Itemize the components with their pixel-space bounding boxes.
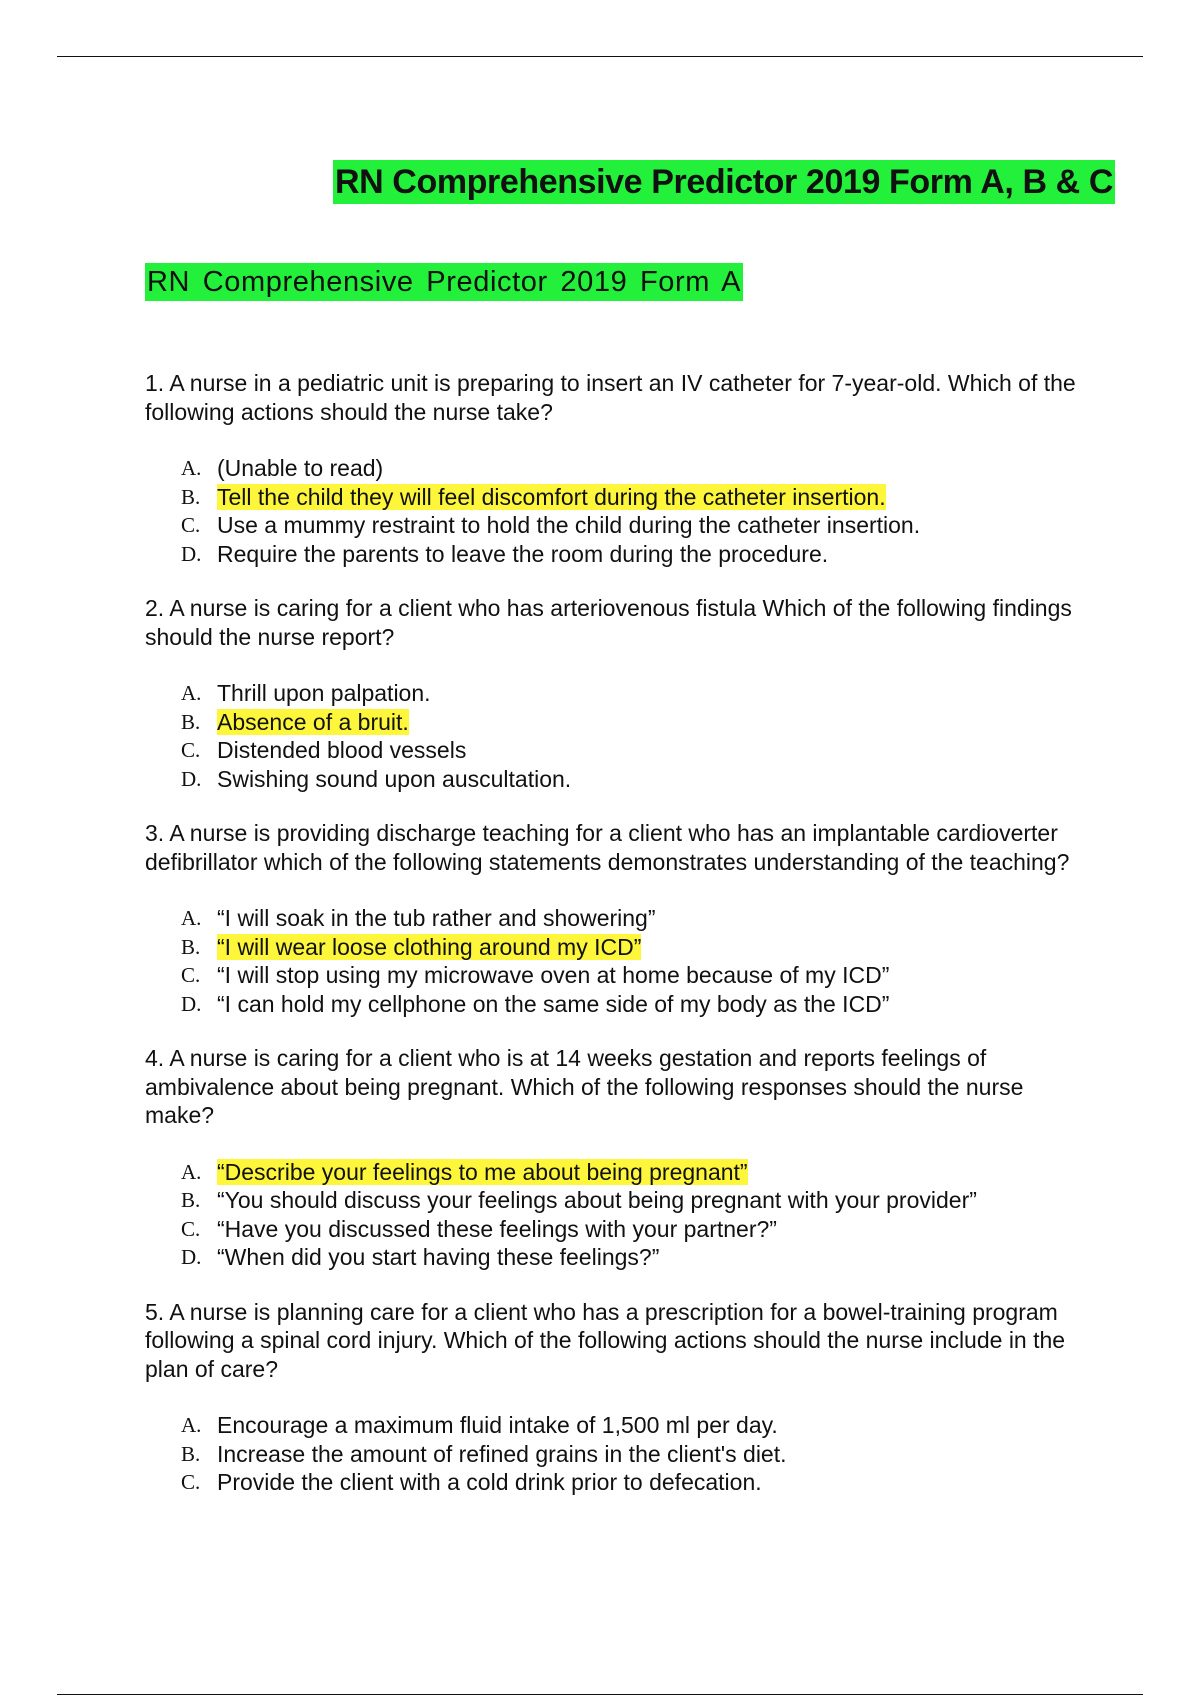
option-letter: A. <box>181 1159 202 1184</box>
section-subtitle: RN Comprehensive Predictor 2019 Form A <box>145 263 743 301</box>
option-text: Swishing sound upon auscultation. <box>217 765 572 792</box>
question-stem: A nurse in a pediatric unit is preparing to insert an IV catheter for 7-year-old. Which of the following actions should the nurse take? <box>145 370 1076 425</box>
question-text <box>145 1044 1095 1130</box>
answer-option <box>181 765 1095 794</box>
answer-option <box>181 1468 1095 1497</box>
answer-options <box>181 454 1095 568</box>
question-text <box>145 369 1095 426</box>
option-letter: A. <box>181 681 202 705</box>
question-number: 2. <box>145 595 165 621</box>
answer-option <box>181 1186 1095 1215</box>
option-text: “You should discuss your feelings about being pregnant with your provider” <box>217 1187 977 1213</box>
question-5 <box>145 1298 1095 1497</box>
question-3 <box>145 819 1095 1018</box>
answer-option <box>181 961 1095 990</box>
option-letter: C. <box>181 738 201 762</box>
document-title: RN Comprehensive Predictor 2019 Form A, B & C <box>333 160 1115 204</box>
option-text: “I will stop using my microwave oven at home because of my ICD” <box>217 962 890 988</box>
answer-option <box>181 1215 1095 1244</box>
answer-option <box>181 904 1095 933</box>
question-text <box>145 594 1095 651</box>
option-letter: B. <box>181 934 201 959</box>
option-text: Provide the client with a cold drink prior to defecation. <box>217 1469 762 1495</box>
option-letter: B. <box>181 1188 201 1212</box>
answer-option <box>181 1440 1095 1469</box>
answer-options <box>181 1158 1095 1272</box>
option-letter: D. <box>181 541 202 566</box>
correct-answer-text: Absence of a bruit. <box>217 708 409 735</box>
correct-answer-text: “I will wear loose clothing around my ICD” <box>217 933 642 960</box>
option-letter: D. <box>181 766 202 791</box>
question-number: 3. <box>145 820 165 846</box>
option-letter: D. <box>181 991 202 1016</box>
top-divider <box>57 56 1143 57</box>
bottom-divider <box>57 1694 1143 1695</box>
answer-option <box>181 454 1095 483</box>
option-letter: C. <box>181 513 201 537</box>
question-number: 5. <box>145 1298 165 1325</box>
option-text: “I will soak in the tub rather and showering” <box>217 905 656 931</box>
option-text: “I can hold my cellphone on the same side of my body as the ICD” <box>217 990 890 1017</box>
question-number: 4. <box>145 1045 165 1071</box>
question-stem: A nurse is providing discharge teaching for a client who has an implantable cardioverter defibrillator which of the following statements demonstrates understanding of the teaching? <box>145 820 1070 875</box>
answer-options <box>181 1411 1095 1497</box>
question-list <box>145 369 1095 1523</box>
answer-option <box>181 483 1095 512</box>
answer-option <box>181 1158 1095 1187</box>
answer-option <box>181 708 1095 737</box>
question-1 <box>145 369 1095 568</box>
option-text: Distended blood vessels <box>217 737 467 763</box>
question-text <box>145 819 1095 876</box>
question-stem: A nurse is caring for a client who is at 14 weeks gestation and reports feelings of ambivalence about being pregnant. Which of the following responses should the nurse make? <box>145 1045 1024 1128</box>
answer-option <box>181 1243 1095 1272</box>
option-letter: A. <box>181 1413 202 1437</box>
option-text: “Have you discussed these feelings with your partner?” <box>217 1215 777 1242</box>
answer-option <box>181 736 1095 765</box>
answer-option <box>181 1411 1095 1440</box>
question-text <box>145 1298 1095 1384</box>
answer-option <box>181 679 1095 708</box>
question-stem: A nurse is caring for a client who has arteriovenous fistula Which of the following findings should the nurse report? <box>145 595 1072 650</box>
option-letter: A. <box>181 906 202 930</box>
option-letter: C. <box>181 1216 201 1241</box>
answer-options <box>181 904 1095 1018</box>
option-letter: B. <box>181 1441 201 1466</box>
question-number: 1. <box>145 370 165 396</box>
option-text: (Unable to read) <box>217 455 384 481</box>
answer-option <box>181 933 1095 962</box>
option-text: Encourage a maximum fluid intake of 1,500 ml per day. <box>217 1412 778 1438</box>
answer-option <box>181 990 1095 1019</box>
question-stem: A nurse is planning care for a client who has a prescription for a bowel-training program following a spinal cord injury. Which of the following actions should the nurse include in the plan of care? <box>145 1298 1066 1382</box>
question-4 <box>145 1044 1095 1272</box>
option-text: Increase the amount of refined grains in the client's diet. <box>217 1440 787 1467</box>
option-text: Require the parents to leave the room during the procedure. <box>217 540 829 567</box>
option-letter: C. <box>181 963 201 987</box>
option-letter: A. <box>181 456 202 480</box>
correct-answer-text: “Describe your feelings to me about being pregnant” <box>217 1158 748 1185</box>
option-letter: C. <box>181 1470 201 1494</box>
option-letter: B. <box>181 484 201 509</box>
option-letter: D. <box>181 1245 202 1269</box>
answer-option <box>181 511 1095 540</box>
option-text: “When did you start having these feelings?” <box>217 1244 660 1270</box>
answer-option <box>181 540 1095 569</box>
option-text: Use a mummy restraint to hold the child during the catheter insertion. <box>217 512 921 538</box>
answer-options <box>181 679 1095 793</box>
correct-answer-text: Tell the child they will feel discomfort during the catheter insertion. <box>217 483 886 510</box>
option-letter: B. <box>181 709 201 734</box>
option-text: Thrill upon palpation. <box>217 680 431 706</box>
question-2 <box>145 594 1095 793</box>
